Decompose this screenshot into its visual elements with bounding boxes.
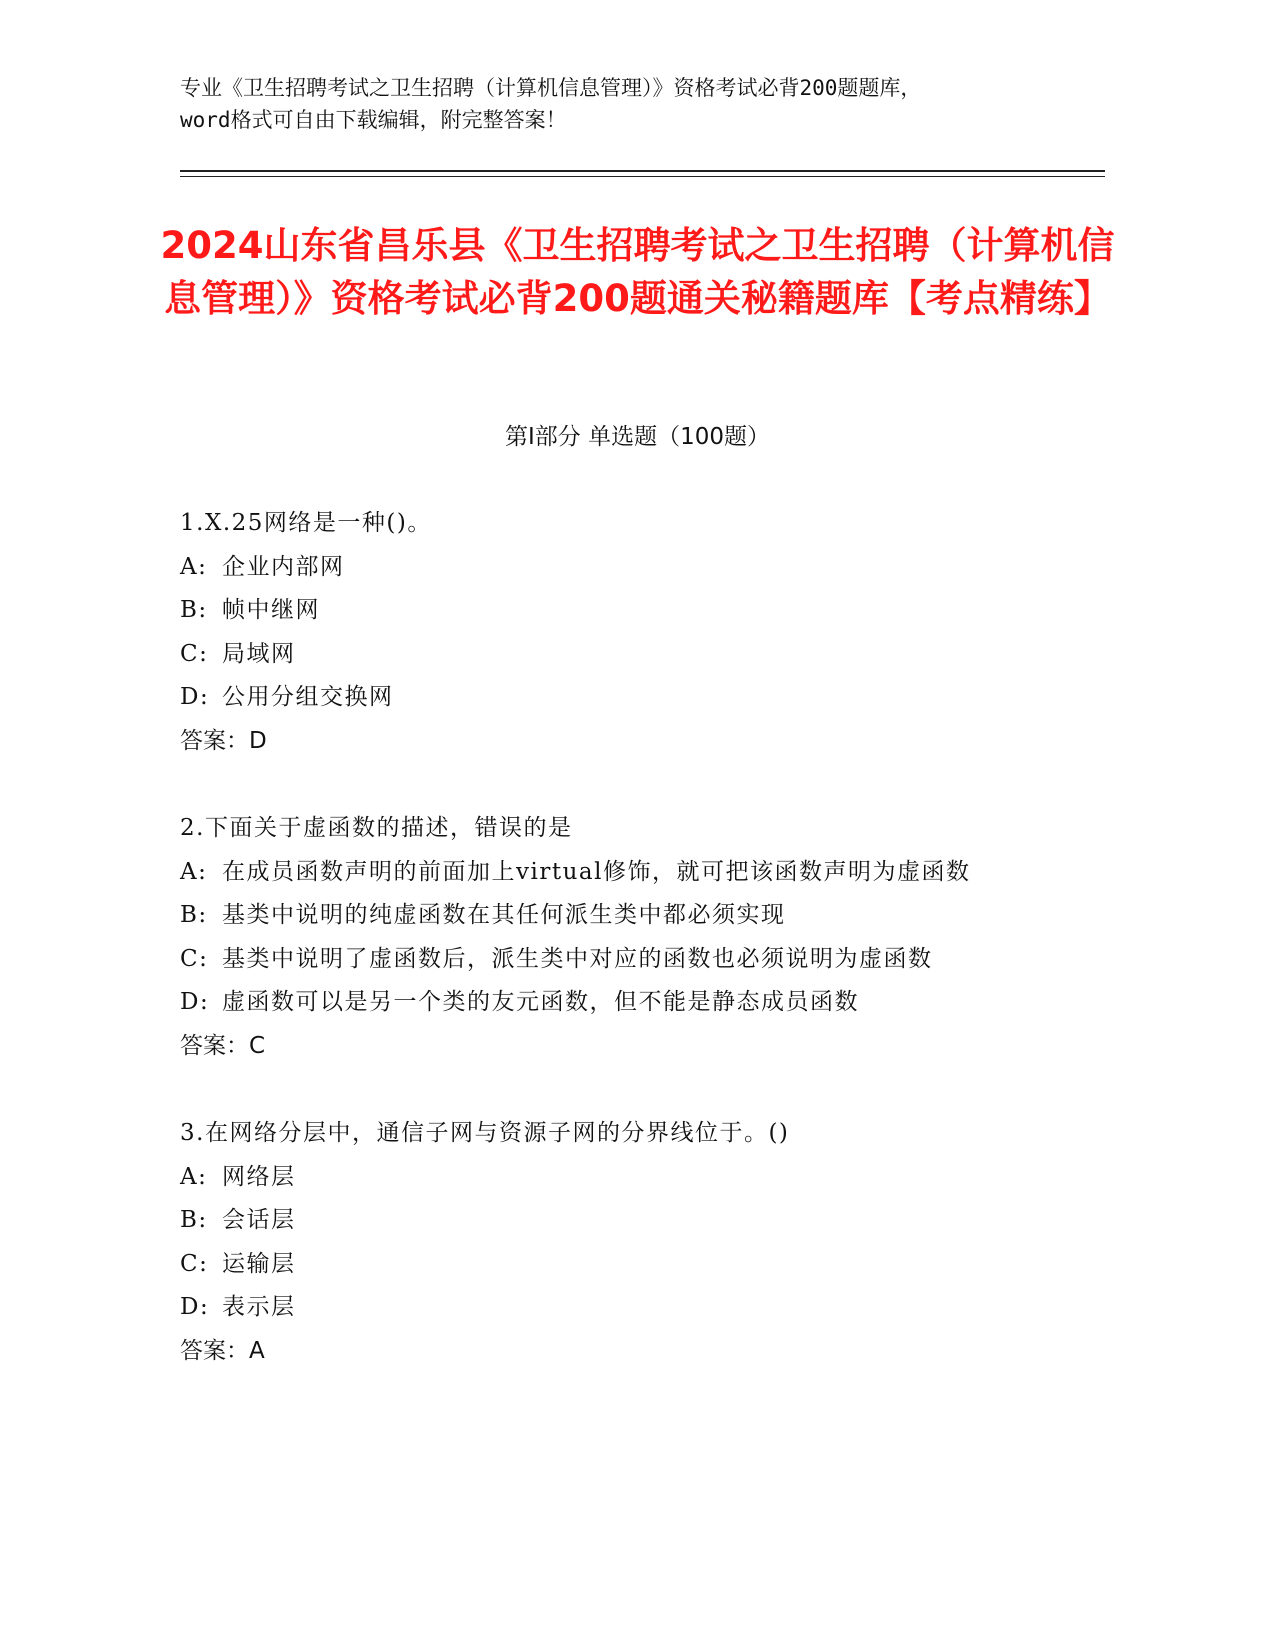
option-d	[180, 676, 1040, 720]
option-c	[180, 938, 1040, 982]
option-key: C:	[180, 945, 209, 972]
header-note	[180, 72, 1100, 136]
answer-line: 答案：C	[180, 1032, 266, 1059]
option-text: 表示层	[222, 1294, 296, 1320]
answer-line: 答案：D	[180, 727, 267, 754]
option-b	[180, 1199, 1040, 1243]
header-divider-thin	[180, 176, 1105, 177]
header-divider-thick	[180, 170, 1105, 172]
option-key: A:	[180, 553, 208, 580]
option-text: 公用分组交换网	[222, 684, 394, 710]
option-text: 帧中继网	[222, 597, 320, 623]
answer-line: 答案：A	[180, 1337, 265, 1364]
question-1	[180, 502, 1040, 763]
option-text: 基类中说明了虚函数后，派生类中对应的函数也必须说明为虚函数	[222, 945, 933, 972]
option-c	[180, 1243, 1040, 1287]
option-a	[180, 851, 1040, 895]
option-text: 虚函数可以是另一个类的友元函数，但不能是静态成员函数	[222, 989, 859, 1015]
option-a	[180, 1156, 1040, 1200]
option-b	[180, 589, 1040, 633]
option-key: A:	[180, 1163, 208, 1190]
option-text: 会话层	[222, 1207, 296, 1233]
header-note-line-1: 专业《卫生招聘考试之卫生招聘（计算机信息管理）》资格考试必背200题题库，	[180, 76, 922, 100]
section-title: 第I部分 单选题（100题）	[505, 424, 770, 450]
option-text: 企业内部网	[222, 553, 345, 580]
option-key: D:	[180, 1294, 210, 1320]
option-key: B:	[180, 902, 208, 928]
question-stem: 1.X.25网络是一种()。	[180, 510, 432, 536]
option-key: D:	[180, 684, 210, 710]
option-key: A:	[180, 858, 208, 885]
option-text: 在成员函数声明的前面加上virtual修饰，就可把该函数声明为虚函数	[222, 858, 971, 885]
option-key: C:	[180, 1250, 209, 1277]
question-list	[180, 502, 1040, 1417]
question-stem: 2.下面关于虚函数的描述，错误的是	[180, 815, 573, 841]
option-text: 基类中说明的纯虚函数在其任何派生类中都必须实现	[222, 902, 786, 928]
option-a	[180, 546, 1040, 590]
document-title: 2024山东省昌乐县《卫生招聘考试之卫生招聘（计算机信息管理）》资格考试必背200题通关秘籍题库【考点精练】	[160, 224, 1115, 320]
option-key: B:	[180, 597, 208, 623]
option-key: B:	[180, 1207, 208, 1233]
question-stem: 3.在网络分层中，通信子网与资源子网的分界线位于。()	[180, 1120, 790, 1146]
option-c	[180, 633, 1040, 677]
option-b	[180, 894, 1040, 938]
option-key: C:	[180, 640, 209, 667]
option-d	[180, 1286, 1040, 1330]
option-key: D:	[180, 989, 210, 1015]
option-text: 网络层	[222, 1163, 296, 1190]
option-text: 局域网	[222, 640, 296, 667]
question-3	[180, 1112, 1040, 1373]
header-note-line-2: word格式可自由下载编辑，附完整答案！	[180, 108, 567, 132]
option-d	[180, 981, 1040, 1025]
question-2	[180, 807, 1040, 1068]
option-text: 运输层	[222, 1250, 296, 1277]
